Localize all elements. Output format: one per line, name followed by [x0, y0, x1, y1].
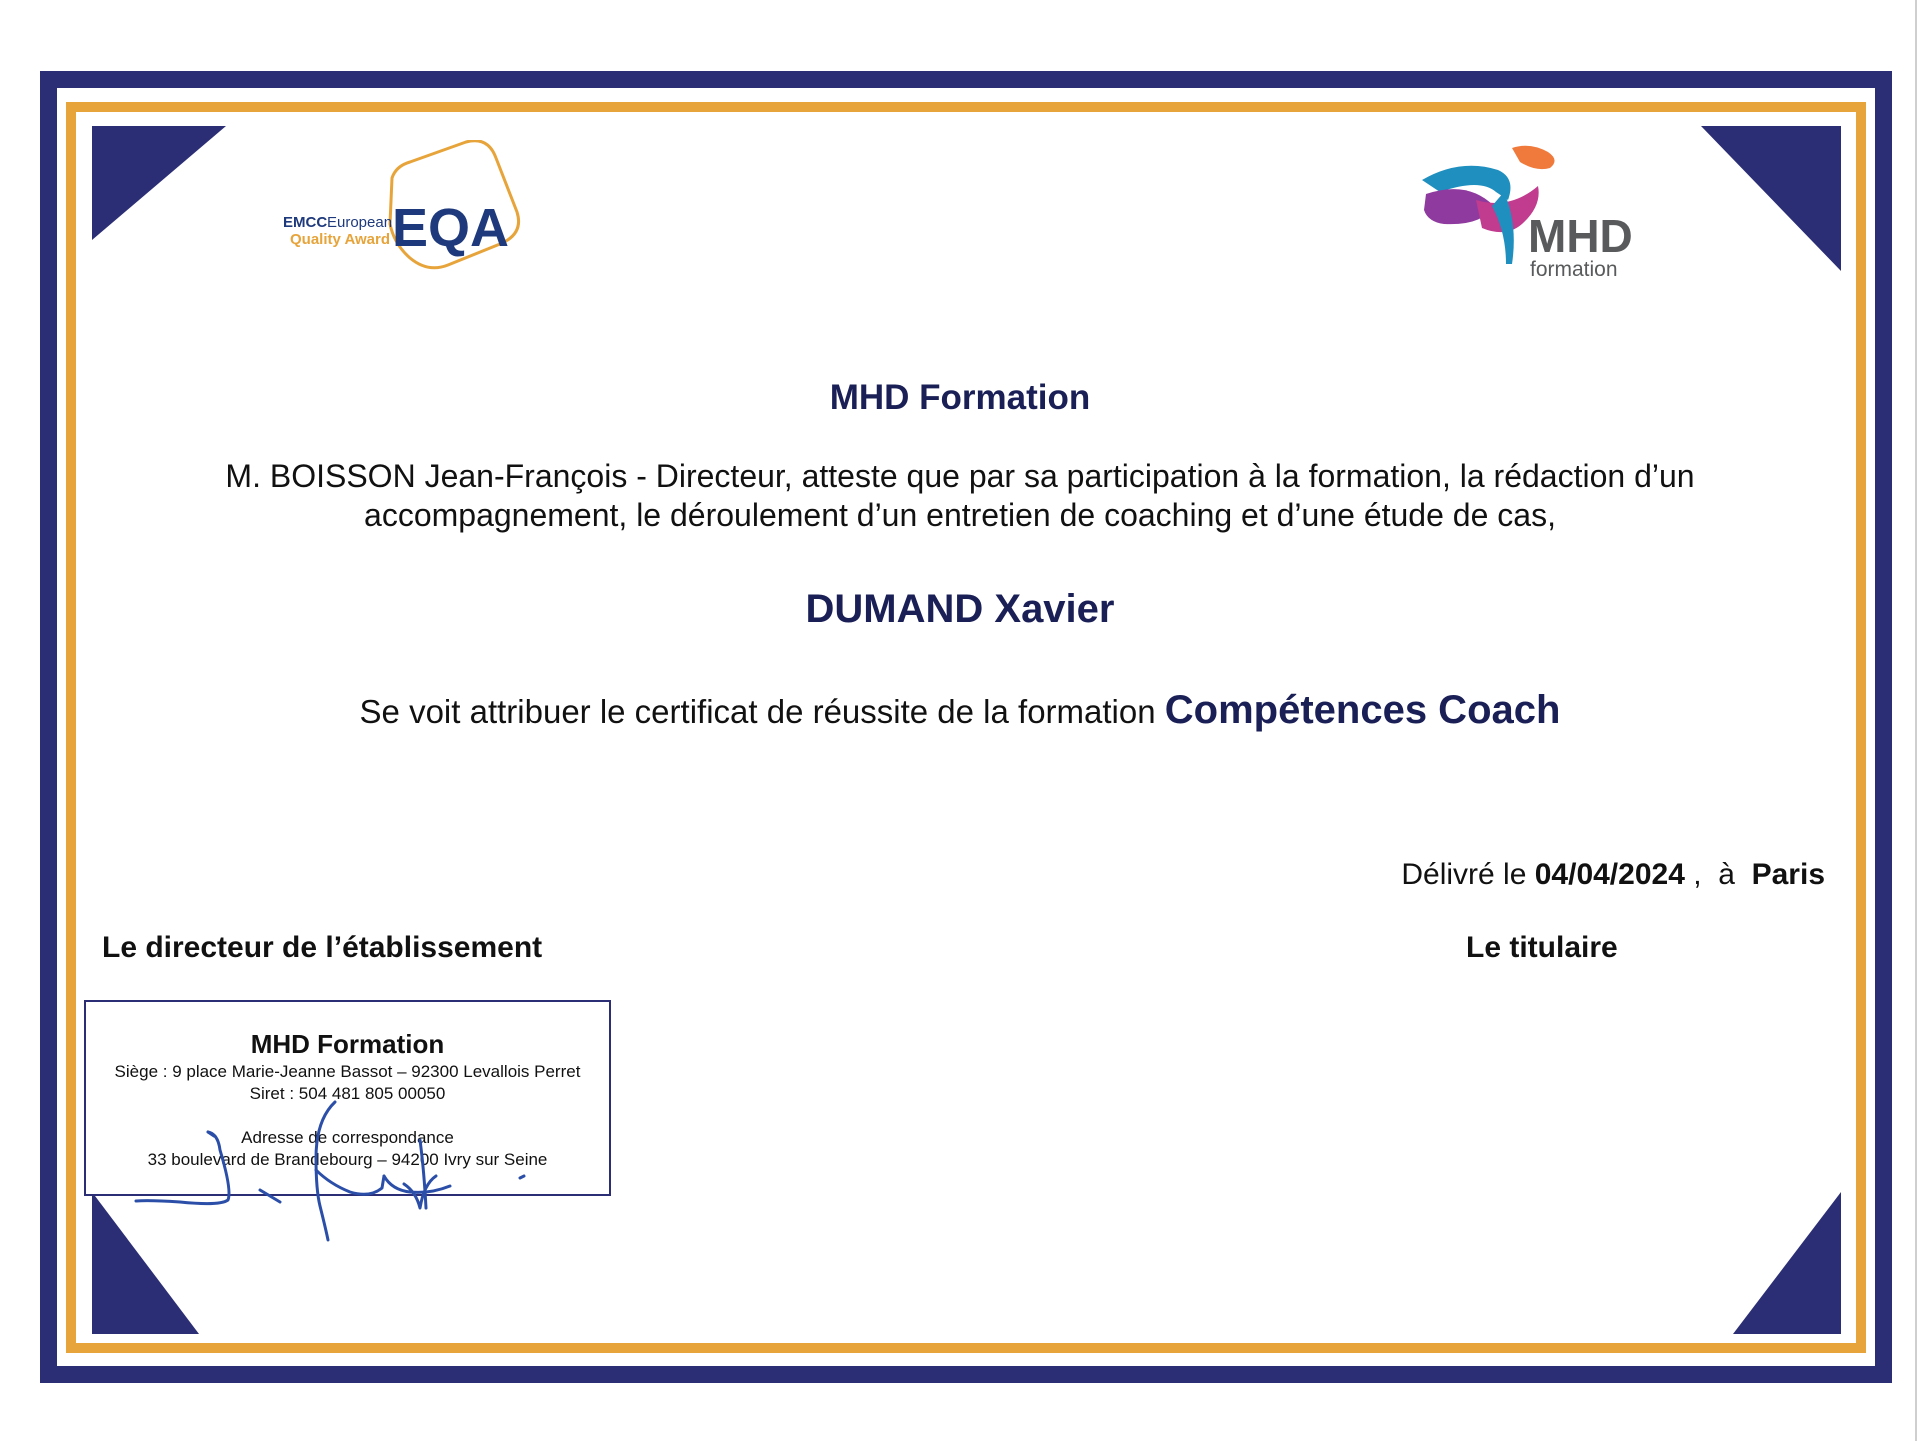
- delivery-city: Paris: [1751, 858, 1825, 891]
- eqa-award-text: Quality Award: [290, 231, 391, 248]
- stamp-correspondence-address: 33 boulevard de Brandebourg – 94200 Ivry sur Seine: [147, 1150, 548, 1169]
- holder-label: Le titulaire: [1466, 931, 1618, 964]
- delivery-line: [1401, 858, 1825, 892]
- director-signature: [120, 1080, 540, 1250]
- course-name: Compétences Coach: [1164, 688, 1561, 732]
- delivery-date: 04/04/2024: [1534, 858, 1685, 891]
- issuer-title: MHD Formation: [829, 378, 1091, 417]
- emcc-eqa-logo: [278, 140, 528, 275]
- stamp-company-name: MHD Formation: [250, 1029, 445, 1059]
- delivery-separator: ,: [1693, 858, 1702, 891]
- stamp-correspondence-label: Adresse de correspondance: [241, 1128, 454, 1147]
- mhd-formation-logo: [1420, 140, 1650, 285]
- award-line: [0, 688, 1920, 733]
- director-label: Le directeur de l’établissement: [102, 931, 543, 964]
- delivery-at: à: [1718, 858, 1735, 891]
- stamp-seat-address: Siège : 9 place Marie-Jeanne Bassot – 92300 Levallois Perret: [114, 1062, 581, 1081]
- corner-bottom-right: [1701, 1187, 1841, 1335]
- mhd-sub-text: formation: [1530, 258, 1618, 281]
- statement-line-2: accompagnement, le déroulement d’un entretien de coaching et d’une étude de cas,: [364, 497, 1556, 533]
- mhd-mark-text: MHD: [1528, 210, 1633, 262]
- statement-line-1: M. BOISSON Jean-François - Directeur, atteste que par sa participation à la formation, la rédaction d’un: [225, 458, 1695, 494]
- corner-top-right: [1701, 126, 1841, 274]
- corner-top-left: [92, 126, 232, 274]
- award-prefix: Se voit attribuer le certificat de réussite de la formation: [359, 693, 1156, 730]
- eqa-emcc-text: EMCC: [283, 214, 328, 231]
- eqa-european-text: European: [327, 214, 393, 231]
- delivered-prefix: Délivré le: [1401, 858, 1527, 891]
- recipient-name: DUMAND Xavier: [805, 587, 1115, 631]
- eqa-mark-text: EQA: [392, 198, 510, 258]
- stamp-siret: Siret : 504 481 805 00050: [249, 1084, 446, 1103]
